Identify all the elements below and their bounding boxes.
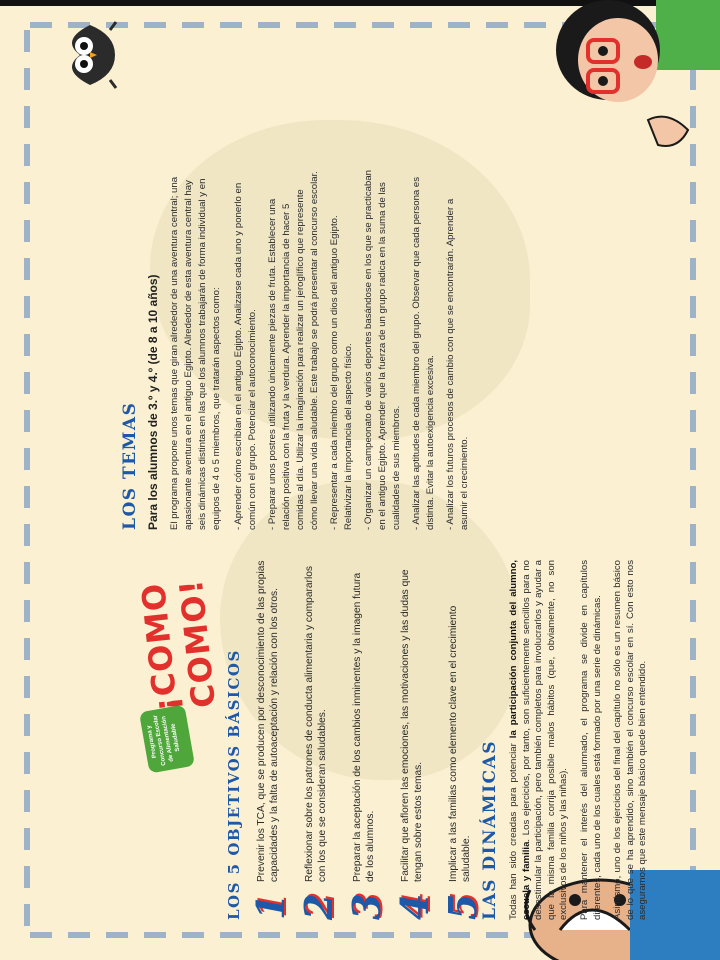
objectives-column [30, 560, 670, 920]
dynamics-paragraph: Para mantener el interés del alumnado, el programa se divide en capítulos diferentes, cada uno de los cuales está formado por una serie de dinámicas. [578, 560, 603, 920]
logo-wordmark: ¡COMO COMO! [134, 577, 224, 714]
objective-number: 3 [344, 893, 389, 920]
themes-bullet: - Analizar los futuros procesos de cambio con que se encontrarán. Aprender a asumir el crecimiento. [445, 198, 470, 530]
dynamics-text: . Los ejercicios, por tanto, son suficientemente sencillos para no desestimular la participación, pero también completos para involucrarlos y ayudar a que la misma familia corrija posible malos hábitos (que, obviamente, no son exclusivos de los niños y las niñas). [520, 560, 570, 920]
dynamics-bold-text: la participación conjunta del alumno, escuela y familia [508, 559, 532, 920]
dynamics-section [480, 560, 650, 920]
dynamics-paragraph [508, 560, 571, 920]
objective-text: Reflexionar sobre los patrones de conducta alimentaria y compararlos con los que se consideran saludables. [304, 566, 328, 882]
themes-bullet: - Preparar unos postres utilizando únicamente piezas de fruta. Establecer una relación positiva con la fruta y la verdura. Aprender la importancia de hacer 5 comidas al día. Utilizar la imaginación para realizar un jeroglífico que represente cómo llevar una vida saludable. Este trabajo se podrá presentar al concurso escolar. [267, 171, 320, 530]
objective-number: 2 [296, 893, 341, 920]
objective-item [344, 560, 391, 920]
objective-item [248, 560, 295, 920]
owl-icon [50, 20, 120, 90]
objective-text: Preparar la aceptación de los cambios inminentes y la imagen futura de los alumnos. [352, 572, 376, 882]
themes-bullet: - Representar a cada miembro del grupo como un dios del antiguo Egipto. Relativizar la importancia del aspecto físico. [329, 215, 354, 530]
objective-item [392, 560, 439, 920]
objective-text: Prevenir los TCA, que se producen por desconocimiento de las propias capacidades y la falta de autoaceptación y relación con los otros. [256, 560, 280, 882]
objective-number: 5 [440, 893, 485, 920]
dynamics-text: Todas han sido creadas para potenciar [508, 738, 519, 920]
themes-bullet-list [232, 170, 472, 530]
objective-text: Implicar a las familias como elemento clave en el crecimiento saludable. [448, 605, 472, 882]
objective-item [296, 560, 343, 920]
themes-bullet: - Organizar un campeonato de varios deportes basándose en los que se practicaban en el antiguo Egipto. Aprender que la fuerza de un grupo radica en la suma de las cualidades de sus miembros. [363, 170, 402, 530]
objective-number: 4 [392, 893, 437, 920]
objectives-list [248, 560, 495, 920]
logo-badge: Programa y Concurso Escolar de Alimentación Saludable [139, 704, 195, 773]
como-como-logo [130, 570, 224, 770]
dynamics-paragraph: Asimismo, uno de los ejercicios del final del capítulo no sólo es un resumen básico de lo que se ha aprendido, sino también el concurso escolar en sí. Con esto nos aseguramos que este mensaje básico quede bien entendido. [612, 560, 649, 920]
themes-intro: El programa propone unos temas que giran alrededor de una aventura central; una apasionante aventura en el antiguo Egipto. Alrededor de esta aventura central hay seis dinámicas distintas en las que los alumnos trabajarán de forma individual y en equipos de 4 o 5 miembros, que tratarán aspectos como: [169, 176, 222, 530]
themes-subtitle: Para los alumnos de 3.º y 4.º (de 8 a 10 años) [146, 274, 160, 530]
themes-bullet: - Aprender cómo escribían en el antiguo Egipto. Analizarse cada uno y ponerlo en común con el grupo. Potenciar el autoconocimiento. [233, 182, 258, 530]
objectives-title: LOS 5 OBJETIVOS BÁSICOS [225, 649, 243, 920]
objective-number: 1 [248, 893, 293, 920]
dynamics-title: LAS DINÁMICAS [480, 739, 500, 920]
themes-title: LOS TEMAS [120, 401, 140, 530]
themes-bullet: - Analizar las aptitudes de cada miembro del grupo. Observar que cada persona es distinta. Evitar la autoexigencia excesiva. [411, 176, 436, 530]
objective-text: Facilitar que afloren las emociones, las motivaciones y las dudas que tengan sobre estos temas. [400, 569, 424, 882]
themes-column [120, 170, 680, 530]
